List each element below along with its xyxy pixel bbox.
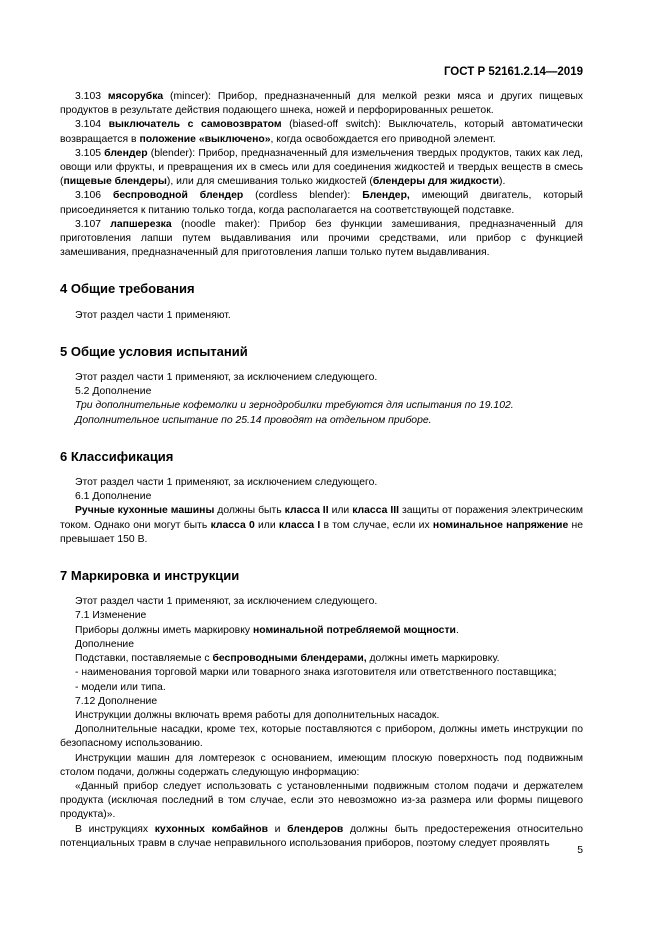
- section-6-heading: 6 Классификация: [60, 448, 174, 464]
- section-5-heading: 5 Общие условия испытаний: [60, 343, 248, 359]
- page-number: 5: [577, 845, 583, 856]
- section-7-1-list-item-1: - наименования торговой марки или товарного знака изготовителя или ответственного поставщика;: [75, 667, 557, 679]
- page-content: [60, 90, 583, 851]
- definition-3-104: 3.104 выключатель с самовозвратом (biased-off switch): Выключатель, который автоматически возвращается в положение «выключено», когда освобождается его приводной элемент.: [60, 119, 583, 145]
- definition-3-105: 3.105 блендер (blender): Прибор, предназначенный для измельчения твердых продуктов, таких как лед, овощи или фрукты, и превращения их в смесь или для соединения жидкостей и твердых веществ в смесь (пищевые блендеры), или для смешивания только жидкостей (блендеры для жидкости).: [60, 147, 583, 188]
- section-4-text: Этот раздел части 1 применяют.: [75, 309, 231, 321]
- section-7-12-text-2: Дополнительные насадки, кроме тех, которые поставляются с прибором, должны иметь инструкции по безопасному использованию.: [60, 724, 583, 750]
- section-4-heading: 4 Общие требования: [60, 281, 195, 297]
- section-7-1-text: Приборы должны иметь маркировку номинальной потребляемой мощности.: [75, 624, 459, 636]
- section-7-1-list-item-2: - модели или типа.: [75, 681, 166, 693]
- section-7-12-text-1: Инструкции должны включать время работы для дополнительных насадок.: [75, 709, 440, 721]
- section-7-heading: 7 Маркировка и инструкции: [60, 568, 240, 584]
- definition-3-107: 3.107 лапшерезка (noodle maker): Прибор без функции замешивания, предназначенный для приготовления лапши путем выдавливания или прочими средствами, или прибор с функцией замешивания, предназначенный для приготовления лапши только путем выдавливания.: [60, 218, 583, 259]
- section-7-12-label: 7.12 Дополнение: [75, 695, 158, 707]
- section-7-intro: Этот раздел части 1 применяют, за исключением следующего.: [75, 596, 378, 608]
- section-5-intro: Этот раздел части 1 применяют, за исключением следующего.: [75, 372, 378, 384]
- section-5-2-note-2: Дополнительное испытание по 25.14 проводят на отдельном приборе.: [75, 414, 432, 426]
- definition-3-106: 3.106 беспроводной блендер (cordless blender): Блендер, имеющий двигатель, который присоединяется к питанию только тогда, когда располагается на соответствующей подставке.: [60, 190, 583, 216]
- section-5-2-note-1: Три дополнительные кофемолки и зернодробилки требуются для испытания по 19.102.: [75, 400, 514, 412]
- section-7-1-label: 7.1 Изменение: [75, 610, 147, 622]
- section-7-12-text-3: Инструкции машин для ломтерезок с основанием, имеющим плоскую поверхность под подвижным столом подачи, должны содержать следующую информацию:: [60, 752, 583, 778]
- document-header: ГОСТ Р 52161.2.14—2019: [443, 66, 583, 78]
- section-7-12-quote: «Данный прибор следует использовать с установленными подвижным столом подачи и держателем продукта (исключая последний в том случае, если это невозможно из-за размера или формы пищевого продукта)».: [60, 780, 583, 821]
- section-7-12-text-4: В инструкциях кухонных комбайнов и блендеров должны быть предостережения относительно потенциальных травм в случае неправильного использования приборов, поэтому следует проявлять: [60, 823, 584, 849]
- section-6-intro: Этот раздел части 1 применяют, за исключением следующего.: [75, 477, 378, 489]
- section-6-1-label: 6.1 Дополнение: [75, 491, 152, 503]
- section-7-1-stand-marking: Подставки, поставляемые с беспроводными блендерами, должны иметь маркировку.: [75, 653, 500, 665]
- section-5-2-label: 5.2 Дополнение: [75, 386, 152, 398]
- section-6-1-text: Ручные кухонные машины должны быть класса II или класса III защиты от поражения электрическим током. Однако они могут быть класса 0 или класса I в том случае, если их номинальное напряжение не превышает 150 В.: [60, 505, 584, 545]
- section-7-1-addition-label: Дополнение: [75, 638, 135, 650]
- definition-3-103: 3.103 мясорубка (mincer): Прибор, предназначенный для мелкой резки мяса и других пищевых продуктов в результате действия подающего шнека, ножей и перфорированных решеток.: [60, 91, 583, 117]
